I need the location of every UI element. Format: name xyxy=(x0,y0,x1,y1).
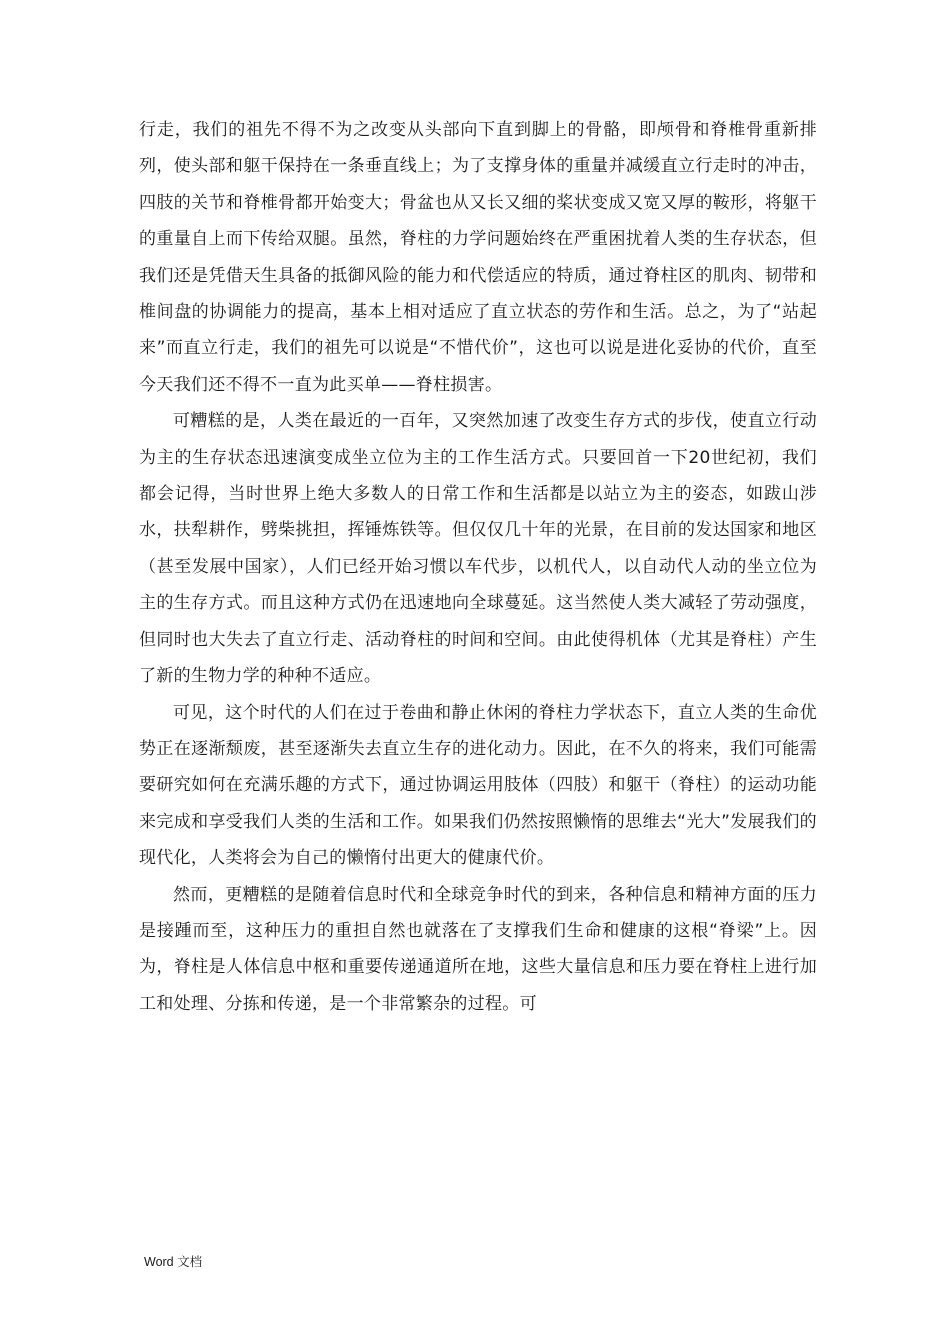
paragraph-continuation: 行走，我们的祖先不得不为之改变从头部向下直到脚上的骨骼，即颅骨和脊椎骨重新排列，使头部和躯干保持在一条垂直线上；为了支撑身体的重量并减缓直立行走时的冲击，四肢的关节和脊椎骨都开始变大；骨盆也从又长又细的桨状变成又宽又厚的鞍形，将躯干的重量自上而下传给双腿。虽然，脊柱的力学问题始终在严重困扰着人类的生存状态，但我们还是凭借天生具备的抵御风险的能力和代偿适应的特质，通过脊柱区的肌肉、韧带和椎间盘的协调能力的提高，基本上相对适应了直立状态的劳作和生活。总之，为了“站起来”而直立行走，我们的祖先可以说是“不惜代价”，这也可以说是进化妥协的代价，直至今天我们还不得不一直为此买单——脊柱损害。 xyxy=(139,120,817,395)
paragraph: 然而，更糟糕的是随着信息时代和全球竞争时代的到来，各种信息和精神方面的压力是接踵而至，这种压力的重担自然也就落在了支撑我们生命和健康的这根“脊梁”上。因为，脊柱是人体信息中枢和重要传递通道所在地，这些大量信息和压力要在脊柱上进行加工和处理、分拣和传递，是一个非常繁杂的过程。可 xyxy=(139,884,817,1014)
document-body xyxy=(139,112,817,1022)
page-footer: Word 文档 xyxy=(144,1255,203,1269)
paragraph: 可见，这个时代的人们在过于卷曲和静止休闲的脊柱力学状态下，直立人类的生命优势正在逐渐颓废，甚至逐渐失去直立生存的进化动力。因此，在不久的将来，我们可能需要研究如何在充满乐趣的方式下，通过协调运用肢体（四肢）和躯干（脊柱）的运动功能来完成和享受我们人类的生活和工作。如果我们仍然按照懒惰的思维去“光大”发展我们的现代化，人类将会为自己的懒惰付出更大的健康代价。 xyxy=(139,702,817,869)
paragraph: 可糟糕的是，人类在最近的一百年，又突然加速了改变生存方式的步伐，使直立行动为主的生存状态迅速演变成坐立位为主的工作生活方式。只要回首一下20世纪初，我们都会记得，当时世界上绝大多数人的日常工作和生活都是以站立为主的姿态，如跋山涉水，扶犁耕作，劈柴挑担，挥锤炼铁等。但仅仅几十年的光景，在目前的发达国家和地区（甚至发展中国家），人们已经开始习惯以车代步，以机代人，以自动代人动的坐立位为主的生存方式。而且这种方式仍在迅速地向全球蔓延。这当然使人类大减轻了劳动强度，但同时也大失去了直立行走、活动脊柱的时间和空间。由此使得机体（尤其是脊柱）产生了新的生物力学的种种不适应。 xyxy=(139,411,817,687)
